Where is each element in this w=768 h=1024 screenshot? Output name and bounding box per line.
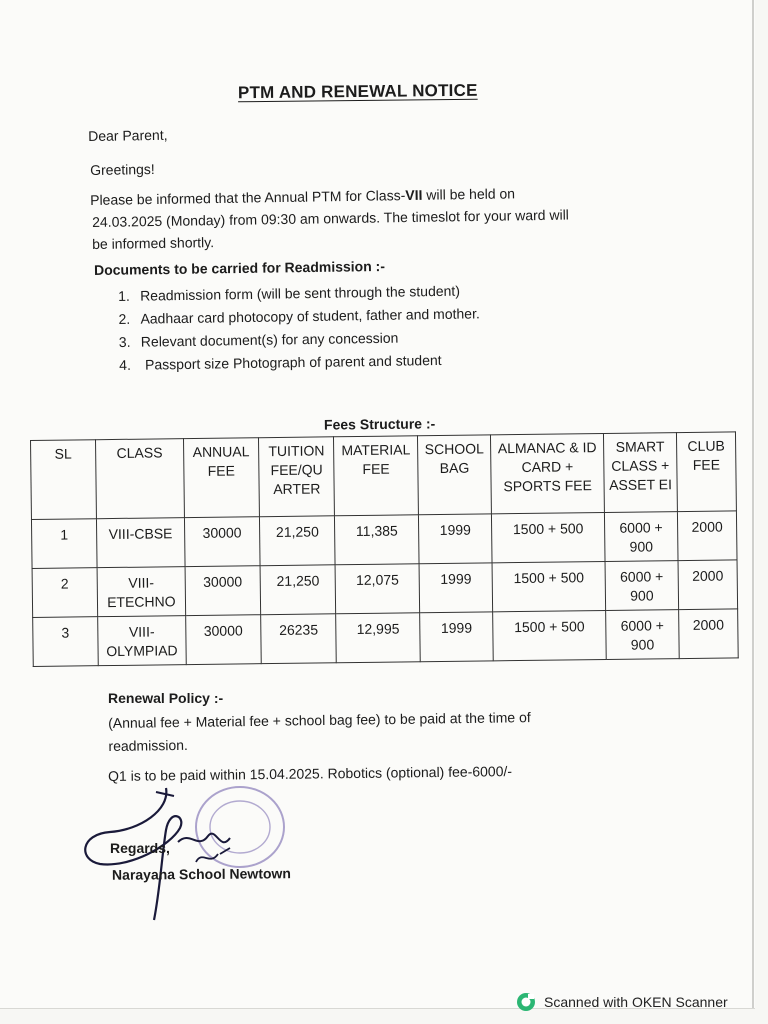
cell-annual-fee: 30000 (184, 517, 260, 567)
scanner-watermark (516, 992, 728, 1012)
school-name: Narayana School Newtown (111, 865, 292, 883)
col-header-sl: SL (31, 440, 97, 520)
list-item-text: Aadhaar card photocopy of student, father and mother. (140, 305, 480, 327)
scanner-label: Scanned with OKEN Scanner (544, 994, 728, 1010)
col-header-tuition-fee: TUITION FEE/QU ARTER (259, 437, 335, 517)
cell-club-fee: 2000 (678, 511, 738, 561)
regards: Regards, (110, 840, 170, 856)
cell-class: VIII-CBSE (96, 518, 184, 568)
col-header-material-fee: MATERIAL FEE (334, 436, 419, 516)
greeting: Greetings! (90, 160, 155, 178)
cell-tuition-fee: 21,250 (260, 565, 336, 615)
documents-heading: Documents to be carried for Readmission :- (93, 257, 386, 279)
cell-tuition-fee: 26235 (261, 614, 337, 664)
cell-school-bag: 1999 (420, 612, 494, 662)
intro-line-2: 24.03.2025 (Monday) from 09:30 am onwards. The timeslot for your ward will (92, 206, 569, 230)
intro-class: VII (405, 186, 423, 204)
page-edge (752, 0, 754, 1008)
list-item-text: Passport size Photograph of parent and student (141, 351, 442, 373)
oken-scanner-logo-icon (516, 992, 536, 1012)
table-row (33, 609, 739, 667)
cell-school-bag: 1999 (418, 514, 492, 564)
list-item-number: 4. (119, 356, 132, 373)
fees-table (30, 431, 739, 667)
intro-line-1-c: will be held on (422, 185, 516, 203)
cell-club-fee: 2000 (678, 560, 738, 610)
renewal-text (108, 706, 531, 758)
cell-almanac: 1500 + 500 (492, 561, 605, 611)
cell-smart-class: 6000 + 900 (605, 610, 679, 660)
cell-class: VIII-ETECHNO (97, 567, 185, 617)
list-item-number: 1. (118, 287, 130, 304)
table-row (31, 511, 737, 569)
renewal-heading: Renewal Policy :- (108, 690, 224, 706)
col-header-class: CLASS (96, 439, 185, 519)
intro-line-1-a: Please be informed that the Annual PTM for Class- (90, 187, 406, 208)
documents-list (118, 282, 481, 380)
table-header-row (31, 432, 737, 520)
cell-sl: 3 (33, 617, 99, 667)
list-item-text: Readmission form (will be sent through the student) (139, 282, 461, 304)
cell-smart-class: 6000 + 900 (604, 512, 678, 562)
cell-school-bag: 1999 (419, 563, 493, 613)
table-row (32, 560, 738, 618)
cell-material-fee: 12,995 (336, 613, 420, 663)
signature (70, 770, 270, 930)
cell-almanac: 1500 + 500 (492, 512, 605, 562)
cell-annual-fee: 30000 (185, 615, 261, 665)
cell-material-fee: 11,385 (335, 515, 419, 565)
col-header-smart-class: SMART CLASS + ASSET EI (603, 433, 677, 513)
list-item-text: Relevant document(s) for any concession (140, 329, 399, 350)
list-item-number: 3. (118, 333, 131, 350)
q1-note: Q1 is to be paid within 15.04.2025. Robotics (optional) fee-6000/- (108, 763, 513, 784)
col-header-club-fee: CLUB FEE (677, 432, 737, 512)
list-item-number: 2. (118, 310, 131, 327)
col-header-almanac: ALMANAC & ID CARD + SPORTS FEE (491, 433, 604, 513)
cell-tuition-fee: 21,250 (260, 516, 336, 566)
intro-line-3: be informed shortly. (92, 234, 215, 252)
cell-sl: 2 (32, 568, 98, 618)
salutation: Dear Parent, (88, 126, 168, 144)
cell-annual-fee: 30000 (185, 566, 261, 616)
cell-material-fee: 12,075 (335, 564, 419, 614)
col-header-annual-fee: ANNUAL FEE (183, 438, 259, 518)
cell-sl: 1 (31, 519, 97, 569)
fees-heading: Fees Structure :- (323, 415, 436, 433)
cell-class: VIII-OLYMPIAD (98, 616, 186, 666)
cell-club-fee: 2000 (679, 609, 739, 659)
cell-smart-class: 6000 + 900 (605, 561, 679, 611)
renewal-line-1: (Annual fee + Material fee + school bag fee) to be paid at the time of (108, 709, 531, 731)
col-header-school-bag: SCHOOL BAG (418, 435, 492, 515)
notice-title: PTM AND RENEWAL NOTICE (237, 80, 478, 103)
renewal-line-2: readmission. (108, 736, 188, 754)
cell-almanac: 1500 + 500 (493, 610, 606, 660)
